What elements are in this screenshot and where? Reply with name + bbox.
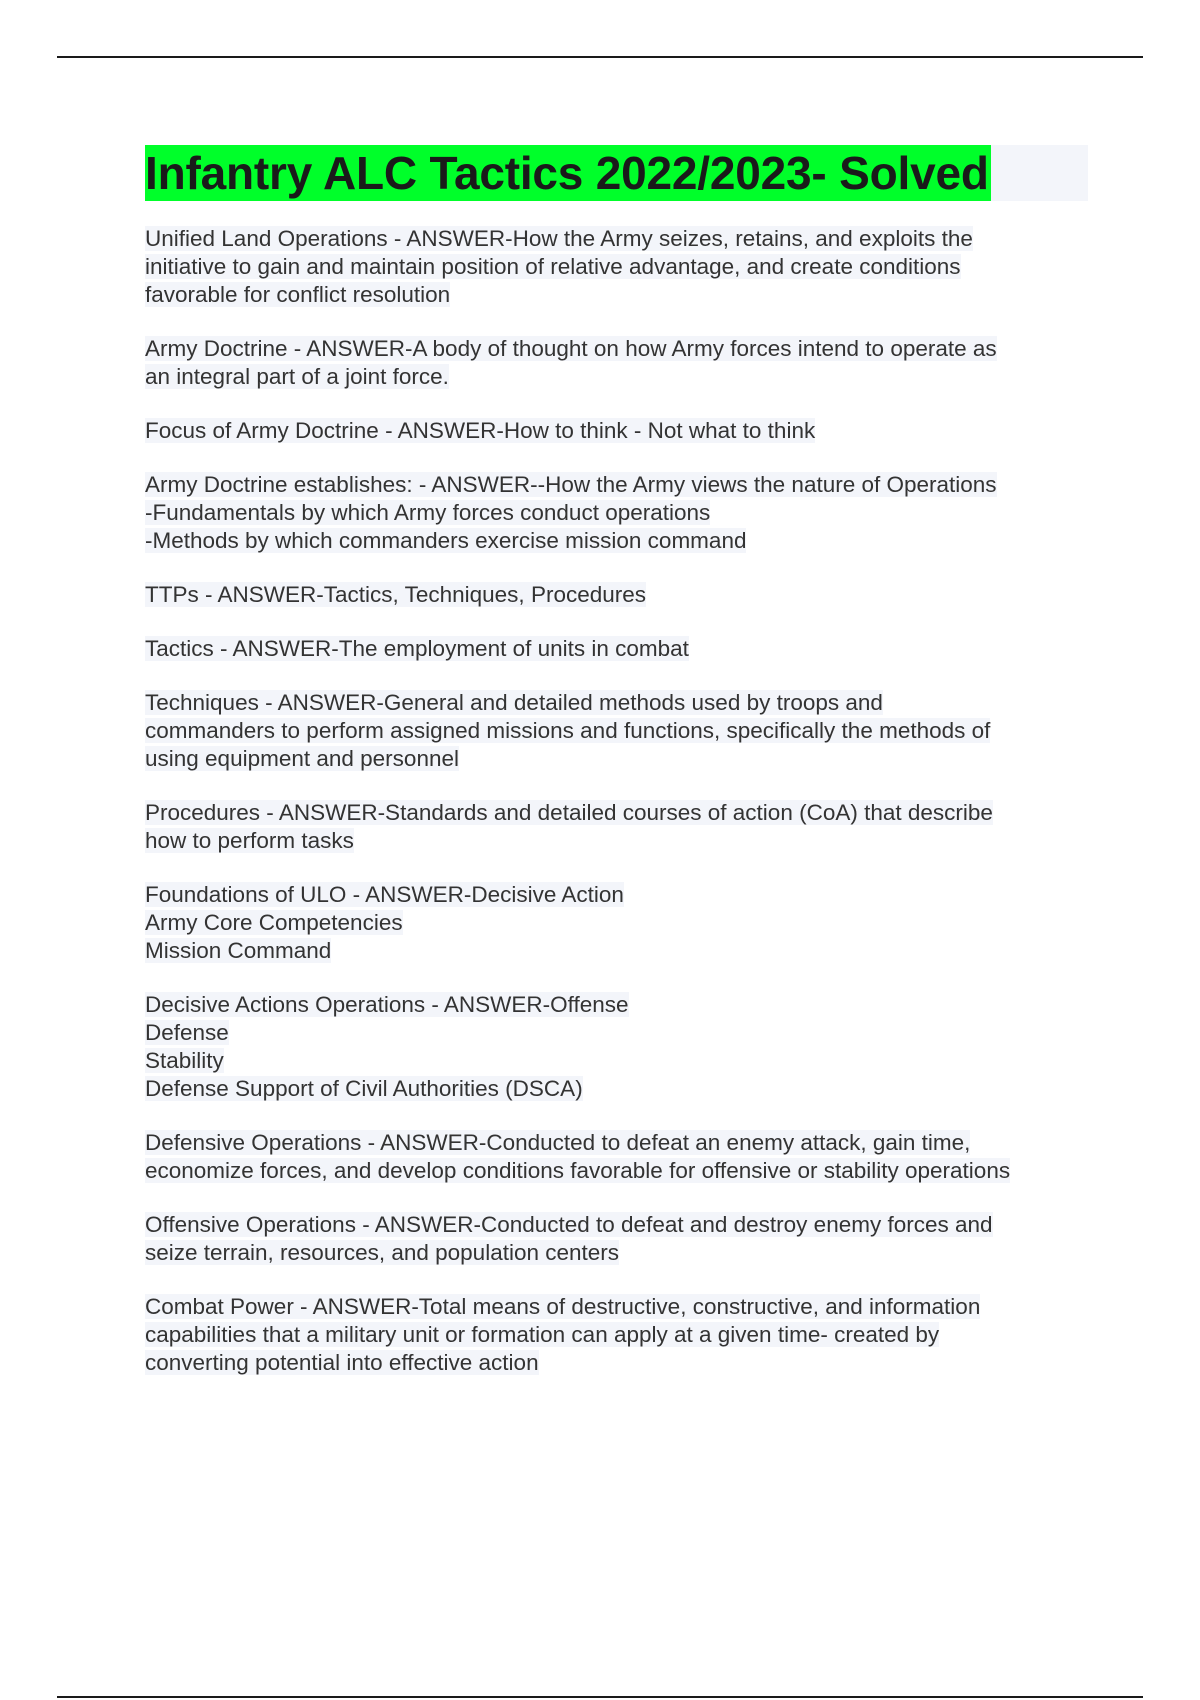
entry-line-text: Defensive Operations - ANSWER-Conducted to defeat an enemy attack, gain time, — [145, 1130, 971, 1155]
entry-line — [145, 471, 1090, 499]
entry-line-text: Procedures - ANSWER-Standards and detailed courses of action (CoA) that describe — [145, 800, 993, 825]
qa-entry — [145, 1211, 1090, 1267]
document-title: Infantry ALC Tactics 2022/2023- Solved — [145, 147, 989, 199]
entry-line-text: Mission Command — [145, 938, 332, 963]
entry-line — [145, 335, 1090, 363]
entry-line — [145, 1047, 1090, 1075]
entry-line-text: using equipment and personnel — [145, 746, 459, 771]
qa-list — [145, 225, 1090, 1377]
entry-line-text: how to perform tasks — [145, 828, 354, 853]
entry-line-text: Army Core Competencies — [145, 910, 403, 935]
qa-entry — [145, 417, 1090, 445]
entry-line — [145, 363, 1090, 391]
entry-line-text: Foundations of ULO - ANSWER-Decisive Action — [145, 882, 624, 907]
entry-line-text: converting potential into effective action — [145, 1350, 539, 1375]
entry-line — [145, 499, 1090, 527]
entry-line — [145, 717, 1090, 745]
entry-line — [145, 909, 1090, 937]
qa-entry — [145, 689, 1090, 773]
entry-line — [145, 635, 1090, 663]
entry-line-text: Defense — [145, 1020, 229, 1045]
entry-line — [145, 1239, 1090, 1267]
entry-line-text: Army Doctrine establishes: - ANSWER--How the Army views the nature of Operations — [145, 472, 997, 497]
qa-entry — [145, 225, 1090, 309]
qa-entry — [145, 335, 1090, 391]
entry-line — [145, 799, 1090, 827]
qa-entry — [145, 799, 1090, 855]
entry-line — [145, 1349, 1090, 1377]
entry-line — [145, 1129, 1090, 1157]
entry-line-text: an integral part of a joint force. — [145, 364, 449, 389]
entry-line-text: Combat Power - ANSWER-Total means of destructive, constructive, and information — [145, 1294, 981, 1319]
entry-line-text: commanders to perform assigned missions and functions, specifically the methods of — [145, 718, 991, 743]
entry-line-text: -Fundamentals by which Army forces conduct operations — [145, 500, 711, 525]
entry-line — [145, 991, 1090, 1019]
entry-line — [145, 581, 1090, 609]
entry-line — [145, 1211, 1090, 1239]
entry-line-text: Unified Land Operations - ANSWER-How the Army seizes, retains, and exploits the — [145, 226, 973, 251]
entry-line — [145, 417, 1090, 445]
entry-line — [145, 881, 1090, 909]
entry-line-text: Stability — [145, 1048, 224, 1073]
entry-line-text: Army Doctrine - ANSWER-A body of thought on how Army forces intend to operate as — [145, 336, 997, 361]
entry-line — [145, 1157, 1090, 1185]
entry-line-text: initiative to gain and maintain position of relative advantage, and create conditions — [145, 254, 961, 279]
header-rule — [57, 56, 1143, 58]
entry-line — [145, 253, 1090, 281]
qa-entry — [145, 1293, 1090, 1377]
entry-line-text: -Methods by which commanders exercise mission command — [145, 528, 747, 553]
document-body — [145, 145, 1090, 1403]
footer-rule — [57, 1696, 1143, 1698]
entry-line — [145, 1293, 1090, 1321]
entry-line-text: seize terrain, resources, and population centers — [145, 1240, 620, 1265]
entry-line — [145, 745, 1090, 773]
qa-entry — [145, 881, 1090, 965]
qa-entry — [145, 471, 1090, 555]
qa-entry — [145, 635, 1090, 663]
entry-line — [145, 827, 1090, 855]
entry-line-text: capabilities that a military unit or formation can apply at a given time- created by — [145, 1322, 940, 1347]
entry-line-text: Defense Support of Civil Authorities (DSCA) — [145, 1076, 583, 1101]
entry-line-text: TTPs - ANSWER-Tactics, Techniques, Procedures — [145, 582, 646, 607]
entry-line-text: Techniques - ANSWER-General and detailed methods used by troops and — [145, 690, 883, 715]
entry-line-text: favorable for conflict resolution — [145, 282, 451, 307]
entry-line-text: Offensive Operations - ANSWER-Conducted to defeat and destroy enemy forces and — [145, 1212, 993, 1237]
entry-line — [145, 527, 1090, 555]
entry-line — [145, 937, 1090, 965]
entry-line-text: economize forces, and develop conditions favorable for offensive or stability operations — [145, 1158, 1011, 1183]
entry-line — [145, 689, 1090, 717]
entry-line — [145, 225, 1090, 253]
qa-entry — [145, 1129, 1090, 1185]
entry-line-text: Decisive Actions Operations - ANSWER-Offense — [145, 992, 629, 1017]
entry-line — [145, 281, 1090, 309]
entry-line-text: Tactics - ANSWER-The employment of units in combat — [145, 636, 689, 661]
entry-line-text: Focus of Army Doctrine - ANSWER-How to think - Not what to think — [145, 418, 816, 443]
qa-entry — [145, 991, 1090, 1103]
title-band — [145, 145, 1088, 201]
qa-entry — [145, 581, 1090, 609]
entry-line — [145, 1075, 1090, 1103]
entry-line — [145, 1019, 1090, 1047]
entry-line — [145, 1321, 1090, 1349]
